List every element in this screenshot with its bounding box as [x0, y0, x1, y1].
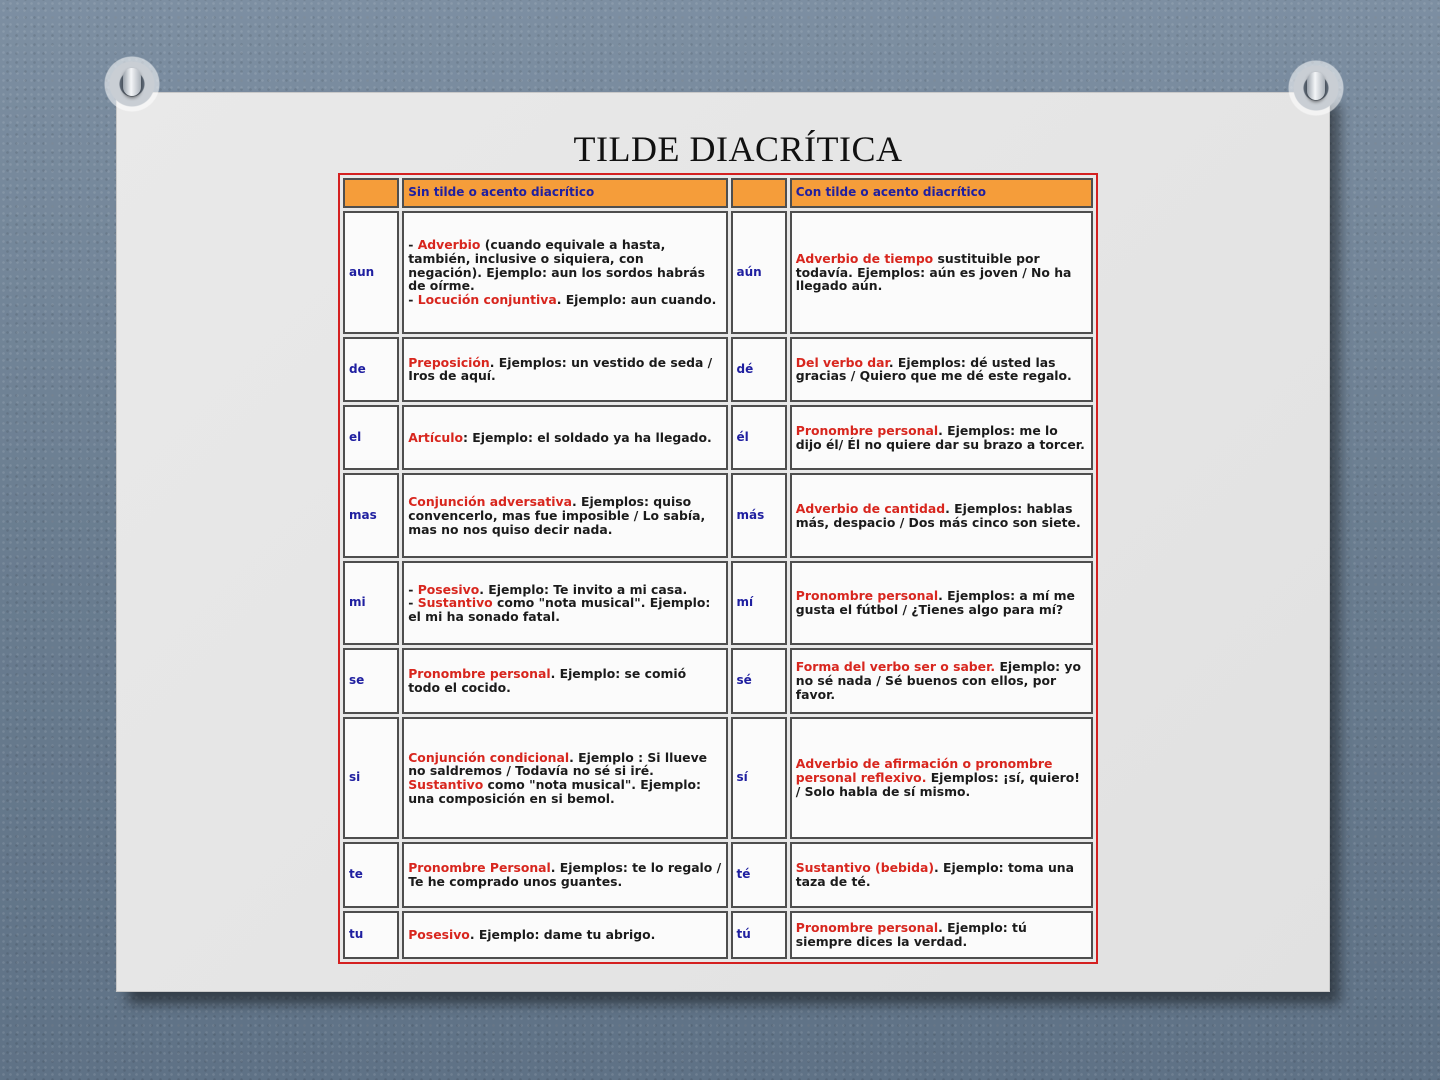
grammar-category: Del verbo dar [795, 354, 889, 370]
usage-without-accent [402, 717, 727, 840]
grammar-category: Pronombre Personal [408, 860, 551, 876]
usage-with-accent [790, 648, 1093, 713]
word-with-accent: té [731, 842, 787, 907]
table-row [343, 405, 1093, 470]
table-row [343, 561, 1093, 645]
word-with-accent: más [731, 473, 787, 557]
header-with-accent: Con tilde o acento diacrítico [790, 178, 1093, 208]
word-with-accent: sé [731, 648, 787, 713]
description-text: . Ejemplo: toma una taza de té. [795, 860, 1074, 890]
usage-with-accent [790, 842, 1093, 907]
description-text: - [408, 595, 418, 611]
description-text: - [408, 237, 418, 253]
usage-with-accent [790, 561, 1093, 645]
table-row [343, 717, 1093, 840]
usage-without-accent [402, 337, 727, 402]
grammar-category: Forma del verbo ser o saber. [795, 659, 996, 675]
word-without-accent: el [343, 405, 399, 470]
word-without-accent: si [343, 717, 399, 840]
table-row [343, 842, 1093, 907]
grammar-category: Sustantivo [408, 777, 484, 793]
table-row [343, 473, 1093, 557]
description-text: Ejemplo: yo no sé nada / Sé buenos con ellos, por favor. [795, 659, 1081, 702]
description-text: . Ejemplos: a mí me gusta el fútbol / ¿Tienes algo para mí? [795, 588, 1075, 618]
usage-without-accent [402, 405, 727, 470]
word-with-accent: dé [731, 337, 787, 402]
word-with-accent: mí [731, 561, 787, 645]
grammar-category: Posesivo [408, 926, 470, 942]
description-text: . Ejemplo : Si llueve no saldremos / Todavía no sé si iré. [408, 749, 708, 779]
usage-without-accent [402, 842, 727, 907]
table-row [343, 337, 1093, 402]
word-without-accent: mi [343, 561, 399, 645]
grammar-category: Adverbio [417, 237, 481, 253]
description-text: . Ejemplos: quiso convencerlo, mas fue imposible / Lo sabía, mas no nos quiso decir nada. [408, 494, 706, 537]
description-text: . Ejemplo: dame tu abrigo. [469, 926, 656, 942]
diacritic-table [338, 173, 1098, 964]
usage-without-accent [402, 211, 727, 334]
description-text: . Ejemplo: aun cuando. [556, 292, 717, 308]
word-with-accent: él [731, 405, 787, 470]
table-row [343, 911, 1093, 959]
word-with-accent: tú [731, 911, 787, 959]
description-text: . Ejemplos: te lo regalo / Te he comprado unos guantes. [408, 860, 722, 890]
description-text: . Ejemplo: se comió todo el cocido. [408, 666, 687, 696]
description-text: Ejemplos: ¡sí, quiero! / Solo habla de sí mismo. [795, 770, 1080, 799]
usage-without-accent [402, 911, 727, 959]
grammar-category: Pronombre personal [795, 920, 939, 936]
table-header-row [343, 178, 1093, 208]
grammar-category: Posesivo [417, 581, 480, 597]
pushpin-icon [1288, 60, 1344, 116]
usage-with-accent [790, 911, 1093, 959]
description-text: - [408, 581, 418, 597]
word-with-accent: aún [731, 211, 787, 334]
description-text: como "nota musical". Ejemplo: una composición en si bemol. [408, 777, 701, 806]
word-without-accent: se [343, 648, 399, 713]
description-text: : Ejemplo: el soldado ya ha llegado. [463, 429, 712, 445]
word-without-accent: tu [343, 911, 399, 959]
usage-with-accent [790, 405, 1093, 470]
table-row [343, 648, 1093, 713]
header-cell-empty [343, 178, 399, 208]
grammar-category: Conjunción condicional [408, 749, 570, 765]
description-text: . Ejemplos: hablas más, despacio / Dos más cinco son siete. [795, 501, 1081, 530]
description-text: (cuando equivale a hasta, también, inclusive o siquiera, con negación). Ejemplo: aun los sordos habrás de oírme. [408, 237, 705, 294]
grammar-category: Preposición [408, 354, 490, 370]
pushpin-icon [104, 56, 160, 112]
header-cell-empty [731, 178, 787, 208]
usage-with-accent [790, 717, 1093, 840]
word-with-accent: sí [731, 717, 787, 840]
usage-without-accent [402, 648, 727, 713]
slide-title: TILDE DIACRÍTICA [573, 129, 903, 169]
description-text: . Ejemplo: tú siempre dices la verdad. [795, 920, 1027, 949]
word-without-accent: aun [343, 211, 399, 334]
usage-without-accent [402, 561, 727, 645]
grammar-category: Pronombre personal [795, 588, 939, 604]
grammar-category: Pronombre personal [408, 666, 551, 682]
grammar-category: Conjunción adversativa [408, 494, 572, 510]
grammar-category: Artículo [408, 429, 464, 445]
description-text: sustituible por todavía. Ejemplos: aún es joven / No ha llegado aún. [795, 250, 1072, 294]
grammar-category: Locución conjuntiva [417, 292, 557, 308]
usage-without-accent [402, 473, 727, 557]
description-text: - [408, 292, 418, 308]
description-text: como "nota musical". Ejemplo: el mi ha sonado fatal. [408, 595, 711, 624]
description-text: . Ejemplos: un vestido de seda / Iros de aquí. [408, 354, 713, 384]
grammar-category: Pronombre personal [795, 423, 939, 439]
usage-with-accent [790, 211, 1093, 334]
table-row [343, 211, 1093, 334]
usage-with-accent [790, 473, 1093, 557]
word-without-accent: de [343, 337, 399, 402]
description-text: . Ejemplos: me lo dijo él/ Él no quiere dar su brazo a torcer. [795, 423, 1085, 452]
description-text: . Ejemplos: dé usted las gracias / Quiero que me dé este regalo. [795, 354, 1072, 384]
grammar-category: Sustantivo [417, 595, 493, 611]
word-without-accent: te [343, 842, 399, 907]
grammar-category: Sustantivo (bebida) [795, 860, 934, 876]
description-text: . Ejemplo: Te invito a mi casa. [479, 581, 688, 597]
grammar-category: Adverbio de cantidad [795, 501, 946, 516]
header-without-accent: Sin tilde o acento diacrítico [402, 178, 727, 208]
word-without-accent: mas [343, 473, 399, 557]
grammar-category: Adverbio de tiempo [795, 250, 934, 266]
usage-with-accent [790, 337, 1093, 402]
grammar-category: Adverbio de afirmación o pronombre personal reflexivo. [795, 756, 1053, 786]
